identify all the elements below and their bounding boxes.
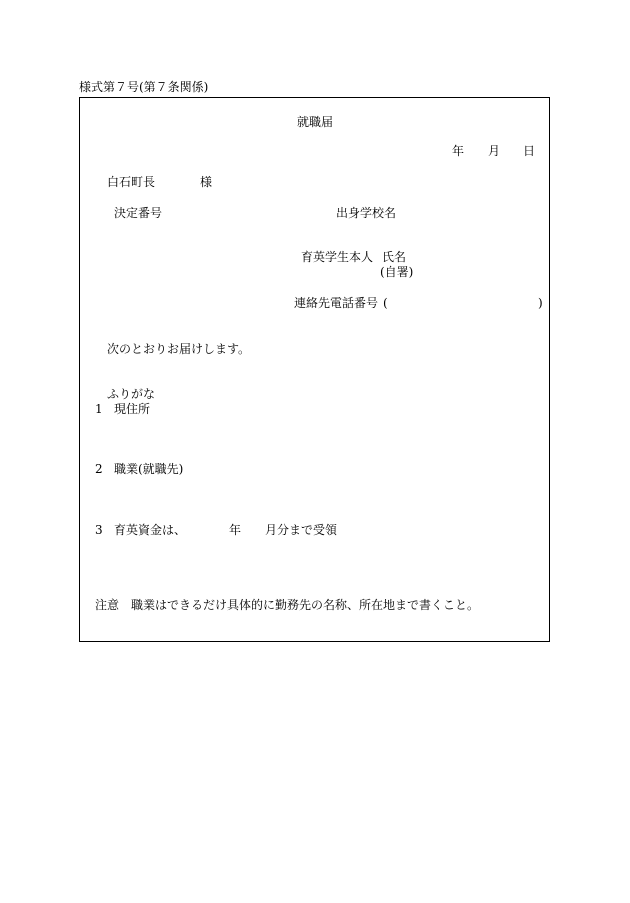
item-2-number: 2 — [95, 462, 103, 476]
student-name-label: 氏名 — [382, 250, 407, 264]
addressee-mayor: 白石町長 — [107, 175, 156, 189]
signature-note: (自署) — [380, 265, 414, 279]
item-3-label-suffix: 月分まで受領 — [265, 523, 338, 537]
item-2-label: 職業(就職先) — [114, 462, 184, 476]
form-label: 様式第７号(第７条関係) — [79, 80, 209, 94]
item-1-number: 1 — [95, 402, 103, 416]
phone-label: 連絡先電話番号 — [294, 296, 379, 310]
phone-close-paren: ) — [538, 296, 543, 310]
intro-text: 次のとおりお届けします。 — [107, 342, 251, 356]
note-text: 注意 職業はできるだけ具体的に勤務先の名称、所在地まで書くこと。 — [95, 598, 480, 612]
item-3-label-prefix: 育英資金は、 — [114, 523, 187, 537]
date-month: 月 — [488, 144, 501, 158]
school-label: 出身学校名 — [336, 206, 397, 220]
addressee-honorific: 様 — [200, 175, 213, 189]
date-year: 年 — [452, 144, 465, 158]
item-3-year: 年 — [229, 523, 242, 537]
decision-number-label: 決定番号 — [114, 206, 163, 220]
item-3-number: 3 — [95, 523, 103, 537]
date-day: 日 — [523, 144, 536, 158]
form-title: 就職届 — [297, 115, 334, 129]
phone-open-paren: ( — [383, 296, 388, 310]
student-label: 育英学生本人 — [301, 250, 374, 264]
item-1-label: 現住所 — [114, 402, 151, 416]
furigana-label: ふりがな — [107, 387, 156, 401]
